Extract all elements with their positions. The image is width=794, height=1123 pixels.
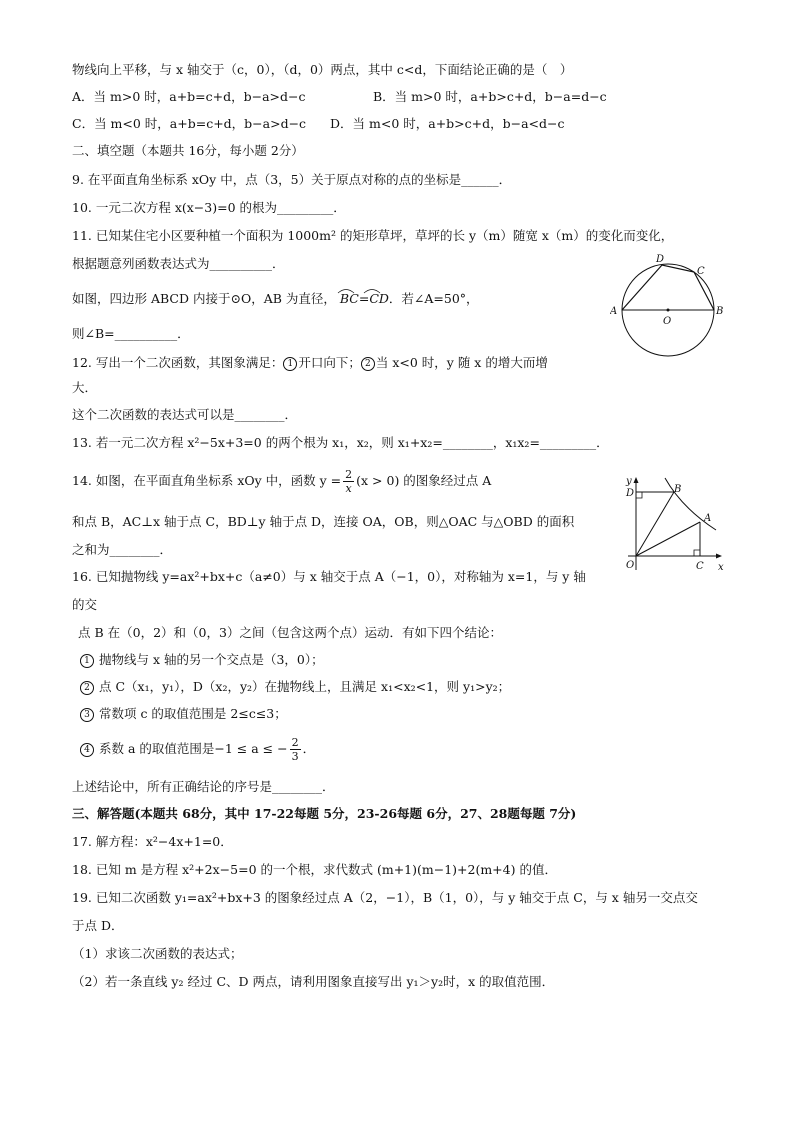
arc-marks [336,286,384,294]
circled-number: 3 [80,708,94,722]
question-16-cont: 的交 [72,597,98,612]
conclusion-1 [80,652,324,668]
question-14-cont: 和点 B，AC⊥x 轴于点 C，BD⊥y 轴于点 D，连接 OA，OB，则△OAC 与△OBD 的面积 [72,514,575,529]
circled-number: 2 [361,357,375,371]
hyperbola-figure [618,474,728,576]
question-10: 10. 一元二次方程 x(x−3)=0 的根为_________． [72,200,346,215]
option-c: C．当 m<0 时，a+b=c+d，b−a>d−c [72,116,307,131]
fraction-numerator: 2 [345,468,353,481]
center-point [667,309,670,312]
conclusion-2 [80,679,510,695]
label-x: x [718,562,724,573]
conclusion-text: 点 C（x₁，y₁），D（x₂，y₂）在抛物线上，且满足 x₁<x₂<1，则 y₁>y₂； [98,679,511,694]
right-angle-c [694,550,700,556]
q11b-text-2: ．若∠A=50°， [388,291,479,306]
question-19-part2: （2）若一条直线 y₂ 经过 C、D 两点，请利用图象直接写出 y₁＞y₂时，x 的取值范围． [72,974,555,989]
arc-equation: BC=CD [339,291,389,306]
conclusion-text-end: ． [302,741,316,756]
circled-number: 1 [80,654,94,668]
circled-number: 1 [283,357,297,371]
label-b: B [674,484,682,495]
q12-text-2: 开口向下； [298,355,361,370]
question-19: 19. 已知二次函数 y₁=ax²+bx+3 的图象经过点 A（2，−1），B（1，0），与 y 轴交于点 C，与 x 轴另一交点交 [72,890,698,905]
fraction-denominator: x [345,482,352,495]
circled-number: 2 [80,681,94,695]
question-16-cont2: 点 B 在（0，2）和（0，3）之间（包含这两个点）运动．有如下四个结论： [78,625,502,640]
question-9: 9. 在平面直角坐标系 xOy 中，点（3，5）关于原点对称的点的坐标是______． [72,172,512,187]
question-14 [72,468,491,495]
conclusion-3 [80,706,287,722]
question-16-answer: 上述结论中，所有正确结论的序号是________． [72,779,335,794]
q14-text-1: 14. 如图，在平面直角坐标系 xOy 中，函数 y = [72,473,342,488]
question-19-part1: （1）求该二次函数的表达式； [72,946,243,961]
q12-text-3: 当 x<0 时，y 随 x 的增大而增 [375,355,548,370]
section-heading: 二、填空题（本题共 16分，每小题 2分） [72,143,304,158]
question-11-cont: 根据题意列函数表达式为__________． [72,256,285,271]
conclusion-4 [80,736,315,763]
question-16: 16. 已知抛物线 y=ax²+bx+c（a≠0）与 x 轴交于点 A（−1，0），对称轴为 x=1，与 y 轴 [72,569,586,584]
question-11b [72,291,479,307]
x-axis-arrow [716,554,722,559]
label-o: O [663,316,672,327]
conclusion-text: 系数 a 的取值范围是−1 ≤ a ≤ − [98,741,288,756]
label-b: B [716,306,724,317]
q12-text-1: 12. 写出一个二次函数，其图象满足： [72,355,284,370]
question-13: 13. 若一元二次方程 x²−5x+3=0 的两个根为 x₁，x₂，则 x₁+x₂=________，x₁x₂=_________． [72,435,609,450]
fraction-denominator: 3 [291,750,299,763]
conclusion-text: 常数项 c 的取值范围是 2≤c≤3； [98,706,287,721]
label-y: y [626,476,632,487]
section-heading-3: 三、解答题(本题共 68分，其中 17-22每题 5分，23-26每题 6分，27、28题每题 7分) [72,806,577,821]
question-14-cont2: 之和为________． [72,542,173,557]
option-a: A．当 m>0 时，a+b=c+d，b−a>d−c [72,89,306,104]
circle-figure [610,252,728,364]
option-d: D．当 m<0 时，a+b>c+d，b−a<d−c [330,116,565,131]
question-11: 11. 已知某住宅小区要种植一个面积为 1000m² 的矩形草坪，草坪的长 y（m）随宽 x（m）的变化而变化， [72,228,674,243]
question-12-cont2: 这个二次函数的表达式可以是________． [72,407,298,422]
label-d: D [626,488,635,499]
fraction [343,468,354,495]
question-18: 18. 已知 m 是方程 x²+2x−5=0 的一个根，求代数式 (m+1)(m−1)+2(m+4) 的值． [72,862,557,877]
question-12-cont: 大． [72,380,98,395]
conclusion-text: 抛物线与 x 轴的另一个交点是（3，0）； [98,652,324,667]
question-17: 17. 解方程：x²−4x+1=0． [72,834,233,849]
arc-notation [336,291,389,306]
fraction [290,736,301,763]
label-d: D [656,254,665,265]
q11b-text-1: 如图，四边形 ABCD 内接于⊙O，AB 为直径， [72,291,336,306]
label-a: A [704,513,712,524]
option-b: B．当 m>0 时，a+b>c+d，b−a=d−c [373,89,607,104]
question-12 [72,355,548,371]
label-c: C [696,561,704,572]
right-angle-d [636,492,642,498]
label-o: O [626,560,635,571]
text-line: 物线向上平移，与 x 轴交于（c，0），（d，0）两点，其中 c<d，下面结论正确的是（ ） [72,62,573,77]
label-a: A [610,306,618,317]
question-19-cont: 于点 D． [72,918,124,933]
fraction-numerator: 2 [291,736,299,749]
question-11b-cont: 则∠B=__________． [72,326,190,341]
y-axis-arrow [634,477,639,483]
circled-number: 4 [80,743,94,757]
label-c: C [697,266,705,277]
q14-text-2: (x > 0) 的图象经过点 A [356,473,492,488]
